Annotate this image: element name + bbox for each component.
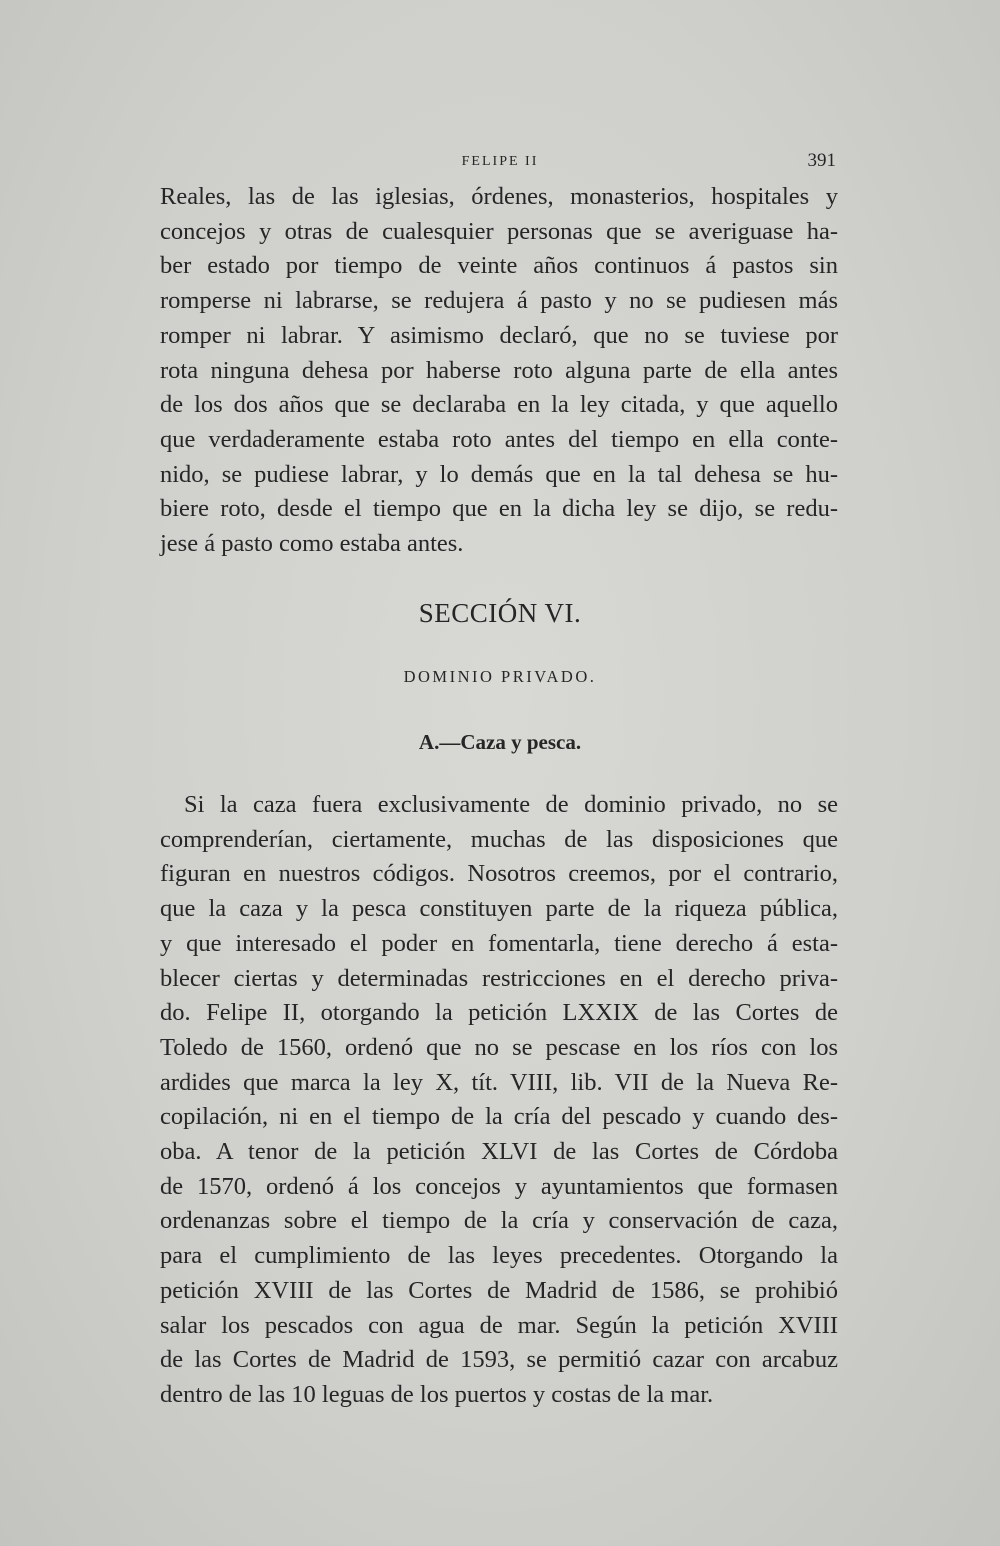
text-line: copilación, ni en el tiempo de la cría del pescado y cuando des- (160, 1103, 838, 1131)
text-line: Si la caza fuera exclusivamente de dominio privado, no se (184, 791, 838, 818)
text-line: Reales, las de las iglesias, órdenes, monasterios, hospitales y (160, 183, 838, 210)
text-line: jese á pasto como estaba antes. (160, 530, 464, 558)
text-line: y que interesado el poder en fomentarla, tiene derecho á esta- (160, 929, 838, 957)
text-line: dentro de las 10 leguas de los puertos y costas de la mar. (160, 1380, 714, 1408)
text-line: rota ninguna dehesa por haberse roto alguna parte de ella antes (160, 356, 838, 384)
text-line: figuran en nuestros códigos. Nosotros creemos, por el contrario, (160, 860, 838, 888)
text-line: de 1570, ordenó á los concejos y ayuntamientos que formasen (160, 1172, 838, 1200)
text-line: blecer ciertas y determinadas restricciones en el derecho priva- (160, 964, 838, 992)
subheading: A.—Caza y pesca. (418, 730, 582, 754)
subsection-title: DOMINIO PRIVADO. (403, 667, 597, 686)
text-line: ber estado por tiempo de veinte años continuos á pastos sin (160, 252, 838, 280)
text-line: de las Cortes de Madrid de 1593, se permitió cazar con arcabuz (160, 1346, 838, 1374)
text-line: biere roto, desde el tiempo que en la dicha ley se dijo, se redu- (160, 495, 838, 523)
text-line: ordenanzas sobre el tiempo de la cría y conservación de caza, (160, 1207, 838, 1235)
section-title: SECCIÓN VI. (418, 598, 582, 628)
text-line: de los dos años que se declaraba en la ley citada, y que aquello (160, 391, 838, 419)
text-line: Toledo de 1560, ordenó que no se pescase en los ríos con los (160, 1033, 838, 1061)
text-line: oba. A tenor de la petición XLVI de las Cortes de Córdoba (160, 1138, 838, 1166)
paragraph-continued (160, 180, 838, 562)
text-line: romper ni labrar. Y asimismo declaró, que no se tuviese por (160, 321, 838, 349)
text-line: concejos y otras de cualesquier personas que se averiguase ha- (160, 217, 838, 245)
text-line: petición XVIII de las Cortes de Madrid de 1586, se prohibió (160, 1276, 838, 1304)
page-number: 391 (807, 150, 836, 171)
text-line: comprenderían, ciertamente, muchas de las disposiciones que (160, 825, 838, 853)
text-line: que verdaderamente estaba roto antes del tiempo en ella conte- (160, 425, 838, 453)
text-line: romperse ni labrarse, se redujera á pasto y no se pudiesen más (160, 287, 838, 315)
text-line: para el cumplimiento de las leyes precedentes. Otorgando la (160, 1242, 838, 1270)
running-title: FELIPE II (461, 154, 539, 169)
text-line: nido, se pudiese labrar, y lo demás que en la tal dehesa se hu- (160, 460, 838, 488)
text-line: ardides que marca la ley X, tít. VIII, lib. VII de la Nueva Re- (160, 1068, 838, 1096)
text-line: do. Felipe II, otorgando la petición LXXIX de las Cortes de (160, 999, 838, 1027)
paragraph-caza-y-pesca (160, 788, 838, 1413)
text-line: salar los pescados con agua de mar. Según la petición XVIII (160, 1311, 838, 1339)
text-line: que la caza y la pesca constituyen parte de la riqueza pública, (160, 895, 838, 923)
running-head (160, 150, 840, 174)
